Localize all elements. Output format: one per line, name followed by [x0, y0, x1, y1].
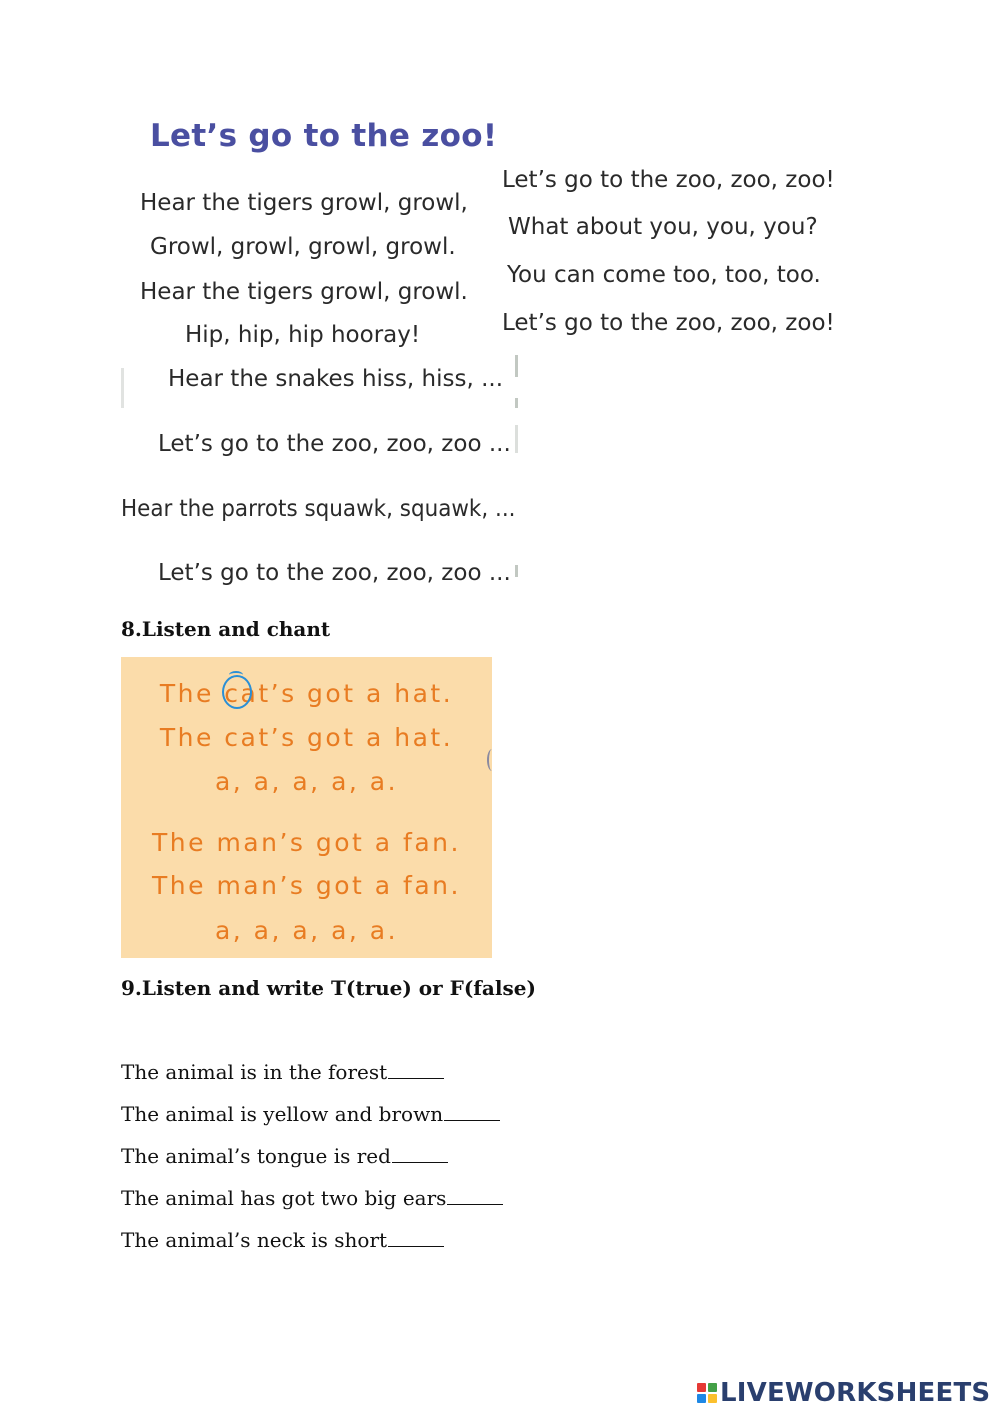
scan-edge-mark	[515, 398, 518, 408]
song-title: Let’s go to the zoo!	[150, 118, 498, 154]
chant-line-4: The man’s got a fan.	[152, 828, 461, 857]
song-right-line-2: What about you, you, you?	[508, 214, 818, 240]
tf-statement-text: The animal’s tongue is red	[121, 1144, 391, 1168]
scan-edge-mark	[515, 565, 518, 577]
liveworksheets-logo-text: LIVEWORKSHEETS	[720, 1378, 991, 1408]
chant-line-3: a, a, a, a, a.	[214, 767, 399, 796]
song-left-line-3: Hear the tigers growl, growl.	[140, 279, 468, 305]
song-left-line-8: Let’s go to the zoo, zoo, zoo ...	[158, 560, 511, 586]
logo-square-red	[697, 1383, 706, 1392]
logo-square-blue	[697, 1394, 706, 1403]
tf-statement-5	[121, 1228, 444, 1252]
hand-drawn-circle-tick	[229, 671, 243, 679]
answer-blank[interactable]	[447, 1203, 503, 1205]
chant-box	[121, 657, 492, 958]
scan-edge-mark	[121, 368, 124, 408]
song-right-line-3: You can come too, too, too.	[507, 262, 821, 288]
hand-drawn-circle-annotation	[222, 675, 252, 709]
section-9-heading: 9.Listen and write T(true) or F(false)	[121, 976, 536, 1000]
answer-blank[interactable]	[388, 1077, 444, 1079]
tf-statement-1	[121, 1060, 444, 1084]
song-left-line-2: Growl, growl, growl, growl.	[150, 234, 456, 260]
scan-edge-mark	[515, 355, 518, 377]
tf-statement-text: The animal’s neck is short	[121, 1228, 388, 1252]
tf-statement-3	[121, 1144, 448, 1168]
song-left-line-5: Hear the snakes hiss, hiss, ...	[168, 366, 504, 392]
song-left-line-7: Hear the parrots squawk, squawk, ...	[121, 496, 516, 522]
song-left-line-6: Let’s go to the zoo, zoo, zoo ...	[158, 431, 511, 457]
song-left-line-4: Hip, hip, hip hooray!	[185, 322, 421, 348]
tf-statement-4	[121, 1186, 503, 1210]
song-right-line-4: Let’s go to the zoo, zoo, zoo!	[502, 310, 835, 336]
logo-square-green	[708, 1383, 717, 1392]
scan-edge-mark	[487, 749, 497, 771]
logo-square-yellow	[708, 1394, 717, 1403]
section-8-heading: 8.Listen and chant	[121, 617, 331, 641]
song-right-line-1: Let’s go to the zoo, zoo, zoo!	[502, 167, 835, 193]
tf-statement-text: The animal has got two big ears	[121, 1186, 447, 1210]
song-left-line-1: Hear the tigers growl, growl,	[140, 190, 468, 216]
scan-edge-mark	[515, 425, 518, 453]
tf-statement-text: The animal is in the forest	[121, 1060, 388, 1084]
liveworksheets-logo	[697, 1378, 990, 1408]
tf-statement-2	[121, 1102, 500, 1126]
answer-blank[interactable]	[388, 1245, 444, 1247]
chant-line-2: The cat’s got a hat.	[159, 723, 454, 752]
answer-blank[interactable]	[444, 1119, 500, 1121]
chant-line-6: a, a, a, a, a.	[214, 916, 399, 945]
liveworksheets-logo-icon	[697, 1383, 717, 1403]
answer-blank[interactable]	[392, 1161, 448, 1163]
chant-line-5: The man’s got a fan.	[152, 871, 461, 900]
chant-line-1: The cat’s got a hat.	[159, 679, 454, 708]
tf-statement-text: The animal is yellow and brown	[121, 1102, 444, 1126]
